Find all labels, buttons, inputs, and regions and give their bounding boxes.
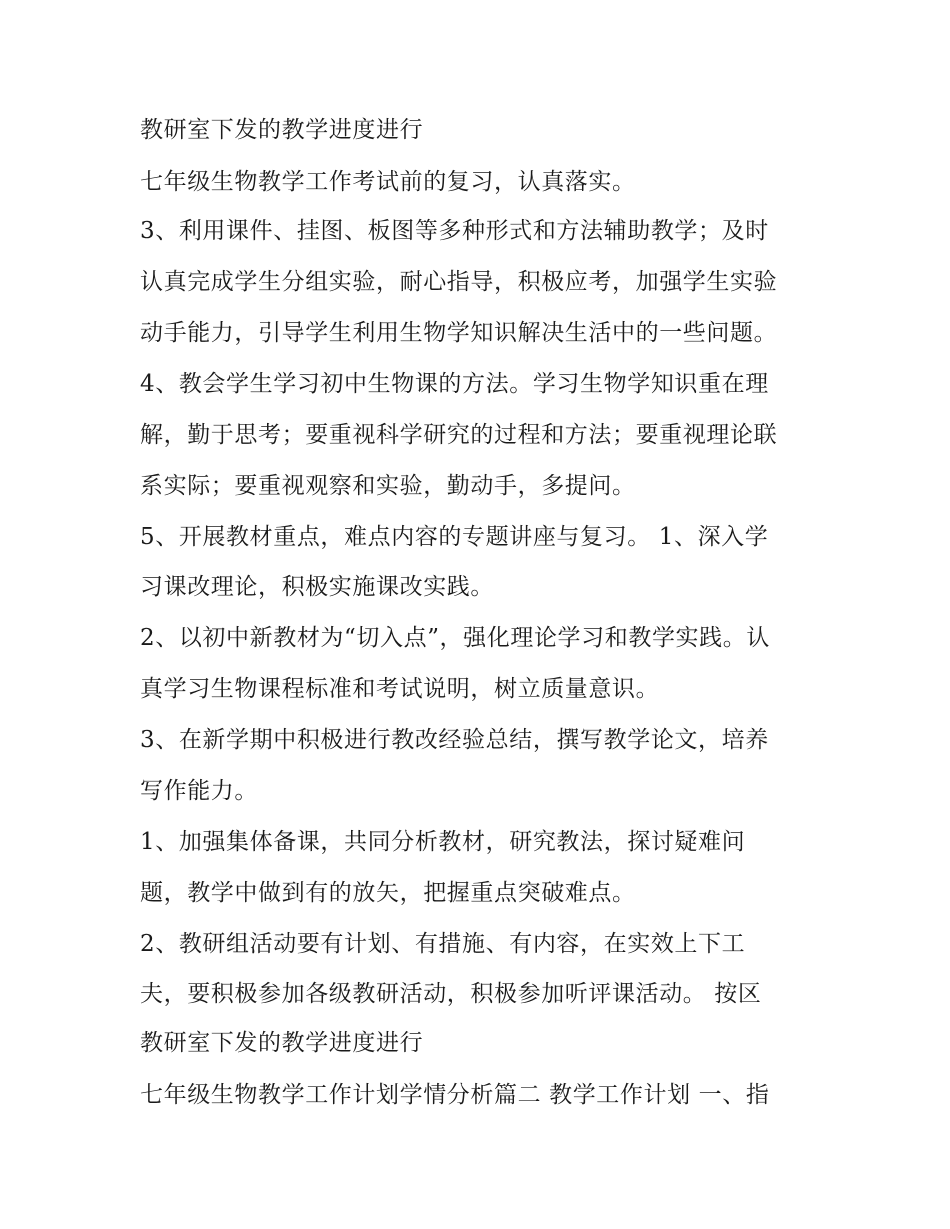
text-line: 5、开展教材重点，难点内容的专题讲座与复习。 1、深入学 [140,524,769,550]
text-line: 写作能力。 [140,778,258,804]
text-line: 2、以初中新教材为“切入点”，强化理论学习和教学实践。认 [140,625,770,651]
text-line: 七年级生物教学工作考试前的复习，认真落实。 [140,169,636,195]
text-line: 习课改理论，积极实施课改实践。 [140,574,494,600]
text-line: 2、教研组活动要有计划、有措施、有内容，在实效上下工 [140,931,746,957]
text-line: 1、加强集体备课，共同分析教材，研究教法，探讨疑难问 [140,829,746,855]
text-line: 夫，要积极参加各级教研活动，积极参加听评课活动。 按区 [140,981,762,1007]
text-line: 3、利用课件、挂图、板图等多种形式和方法辅助教学；及时 [140,218,769,244]
text-line: 教研室下发的教学进度进行 [140,117,424,143]
text-line: 七年级生物教学工作计划学情分析篇二 教学工作计划 一、指 [140,1082,770,1108]
text-line: 4、教会学生学习初中生物课的方法。学习生物学知识重在理 [140,371,769,397]
text-line: 真学习生物课程标准和考试说明，树立质量意识。 [140,676,660,702]
text-line: 认真完成学生分组实验，耐心指导，积极应考，加强学生实验 [140,269,778,295]
text-line: 题，教学中做到有的放矢，把握重点突破难点。 [140,880,636,906]
text-line: 系实际；要重视观察和实验，勤动手，多提问。 [140,473,636,499]
text-line: 解，勤于思考；要重视科学研究的过程和方法；要重视理论联 [140,422,778,448]
text-line: 3、在新学期中积极进行教改经验总结，撰写教学论文，培养 [140,727,769,753]
text-line: 教研室下发的教学进度进行 [140,1030,424,1056]
text-line: 动手能力，引导学生利用生物学知识解决生活中的一些问题。 [140,320,778,346]
